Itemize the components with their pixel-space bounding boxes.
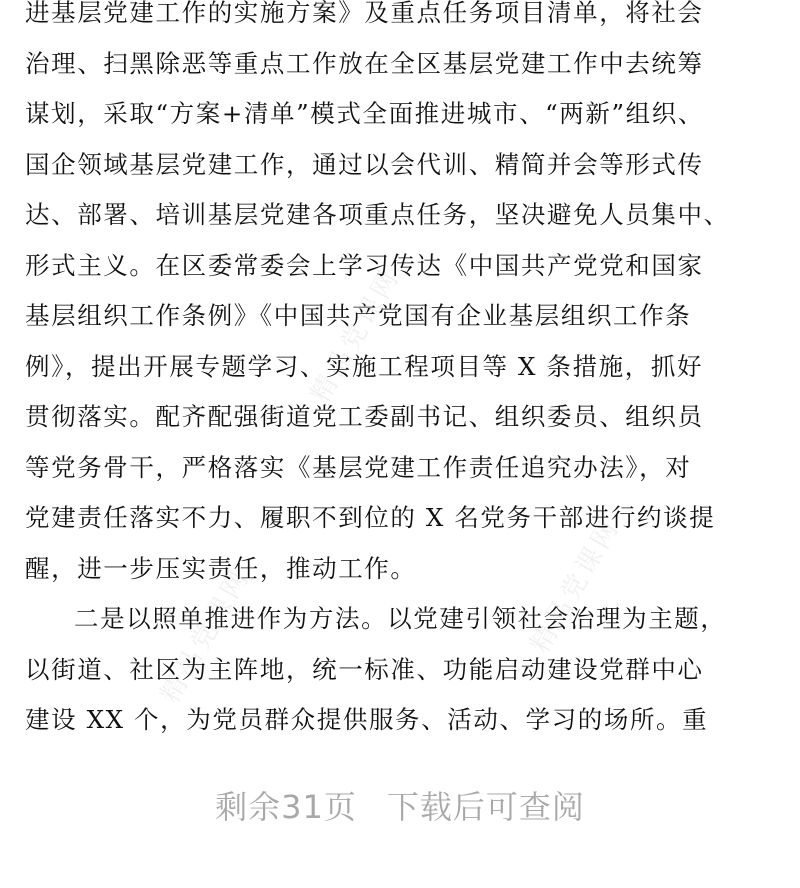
paragraph-line: 治理、扫黑除恶等重点工作放在全区基层党建工作中去统筹 — [25, 48, 704, 78]
download-prompt[interactable] — [0, 782, 800, 828]
paragraph-line: 国企领域基层党建工作，通过以会代训、精简并会等形式传 — [25, 149, 704, 179]
paragraph-line: 建设 XX 个，为党员群众提供服务、活动、学习的场所。重 — [25, 705, 709, 734]
download-to-view-label: 下载后可查阅 — [386, 788, 585, 826]
remaining-pages-label: 剩余31页 — [215, 788, 357, 826]
paragraph-line-indented: 二是以照单推进作为方法。以党建引领社会治理为主题， — [74, 604, 727, 633]
paragraph-line: 达、部署、培训基层党建各项重点任务，坚决避免人员集中、 — [25, 200, 730, 229]
watermark-text: 精品党课网 — [525, 513, 627, 658]
watermark-text: 精品党课网 — [155, 563, 257, 708]
paragraph-line: 进基层党建工作的实施方案》及重点任务项目清单，将社会 — [25, 0, 704, 27]
paragraph-line: 等党务骨干，严格落实《基层党建工作责任追究办法》，对 — [25, 452, 692, 482]
paragraph-line: 醒，进一步压实责任，推动工作。 — [25, 553, 417, 583]
paragraph-line: 形式主义。在区委常委会上学习传达《中国共产党党和国家 — [25, 250, 704, 280]
paragraph-line: 党建责任落实不力、履职不到位的 X 名党务干部进行约谈提 — [25, 503, 716, 532]
paragraph-line: 贯彻落实。配齐配强街道党工委副书记、组织委员、组织员 — [25, 402, 704, 431]
paragraph-line: 谋划，采取“方案+清单”模式全面推进城市、“两新”组织、 — [25, 99, 704, 128]
paragraph-line: 基层组织工作条例》《中国共产党国有企业基层组织工作条 — [25, 301, 692, 330]
paragraph-line: 例》，提出开展专题学习、实施工程项目等 X 条措施，抓好 — [25, 351, 704, 381]
watermark-text: 精品党课网 — [305, 263, 407, 408]
paragraph-line: 以街道、社区为主阵地，统一标准、功能启动建设党群中心 — [25, 654, 704, 684]
